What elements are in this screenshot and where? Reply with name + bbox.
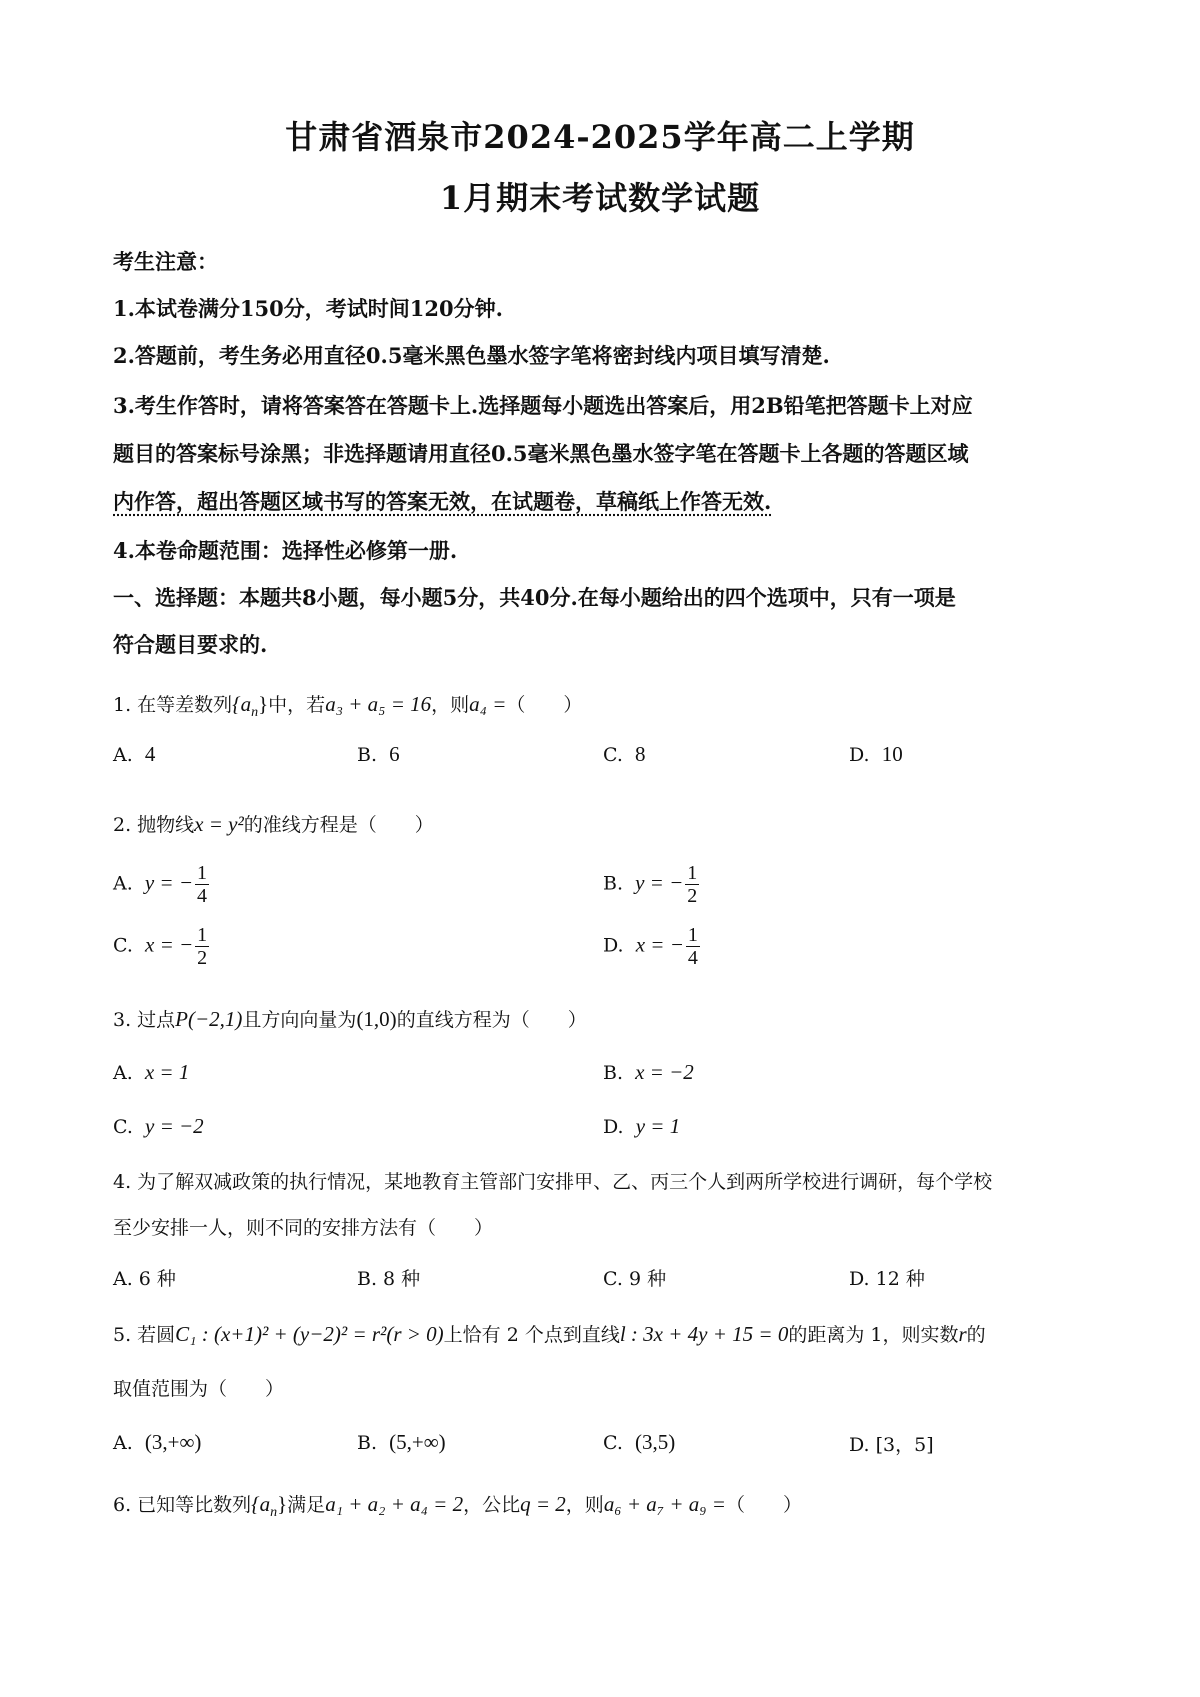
- q3-point: P(−2,1): [175, 1007, 243, 1031]
- q6-prefix: 6. 已知等比数列: [113, 1494, 252, 1516]
- q3-option-a: A. x = 1: [113, 1060, 190, 1084]
- exam-title-line-1: 甘肃省酒泉市2024-2025学年高二上学期: [285, 118, 915, 156]
- q3-option-d: D. y = 1: [603, 1114, 681, 1138]
- q1-then: ，则: [431, 694, 470, 716]
- notice-item-1: 1.本试卷满分150分，考试时间120分钟.: [113, 296, 503, 321]
- q4-option-c: C. 9 种: [603, 1268, 667, 1290]
- section-1-heading: 一、选择题：本题共8小题，每小题5分，共40分.在每小题给出的四个选项中，只有一项是: [113, 585, 956, 610]
- q2-option-b: B. y = − $\frac{1}{2}$: [603, 862, 698, 907]
- notice-item-3-line-1: 3.考生作答时，请将答案答在答题卡上.选择题每小题选出答案后，用2B铅笔把答题卡上对应: [113, 393, 973, 418]
- notice-item-3-line-2: 题目的答案标号涂黑；非选择题请用直径0.5毫米黑色墨水签字笔在答题卡上各题的答题区域: [113, 441, 969, 466]
- q3-option-c: C. y = −2: [113, 1114, 204, 1138]
- q5-prefix: 5. 若圆: [113, 1324, 176, 1346]
- question-6: [113, 1490, 1103, 1527]
- question-3: [113, 1005, 1103, 1034]
- q1-seq-sub: n: [251, 704, 259, 720]
- q1-ask: a₄ =: [469, 692, 507, 716]
- q1-prefix: 1. 在等差数列: [113, 694, 233, 716]
- q2-option-d: D. x = − $\frac{1}{4}$: [603, 924, 698, 969]
- q1-option-d: D. 10: [849, 742, 903, 766]
- q5-suffix: 的距离为 1，则实数: [788, 1324, 959, 1346]
- q1-condition: a₃ + a₅ = 16: [325, 692, 432, 716]
- q2-option-c: C. x = − $\frac{1}{2}$: [113, 924, 208, 969]
- q1-option-c: C. 8: [603, 742, 646, 766]
- q6-seq: {a: [251, 1492, 271, 1516]
- question-5-line-2: 取值范围为（ ）: [113, 1378, 285, 1400]
- q5-option-d: D. [3，5]: [849, 1434, 934, 1456]
- q6-seq-close: }: [277, 1492, 288, 1516]
- notice-item-3-line-3: 内作答，超出答题区域书写的答案无效，在试题卷，草稿纸上作答无效.: [113, 489, 772, 514]
- q1-option-b: B. 6: [357, 742, 400, 766]
- q1-mid: 中，若: [268, 694, 326, 716]
- q2-option-a: A. y = − $\frac{1}{4}$: [113, 862, 208, 907]
- question-1: [113, 690, 1103, 727]
- q1-seq: {a: [232, 692, 252, 716]
- q6-condition: a₁ + a₂ + a₄ = 2: [325, 1492, 464, 1516]
- q4-option-b: B. 8 种: [357, 1268, 421, 1290]
- q6-seq-sub: n: [270, 1504, 278, 1520]
- section-1-heading-cont: 符合题目要求的.: [113, 632, 268, 657]
- q6-paren: （ ）: [725, 1494, 802, 1516]
- notice-item-4: 4.本卷命题范围：选择性必修第一册.: [113, 538, 458, 563]
- q6-ratio: q = 2: [520, 1492, 566, 1516]
- q5-var: r: [958, 1322, 967, 1346]
- q6-ratio-prefix: ，公比: [463, 1494, 521, 1516]
- notice-item-2: 2.答题前，考生务必用直径0.5毫米黑色墨水签字笔将密封线内项目填写清楚.: [113, 343, 830, 368]
- q1-option-a: A. 4: [113, 742, 156, 766]
- exam-title-line-2: 1月期末考试数学试题: [439, 179, 761, 217]
- q5-option-b: B. (5,+∞): [357, 1430, 446, 1454]
- q3-vector: (1,0): [356, 1007, 397, 1031]
- q5-end: 的: [966, 1324, 986, 1346]
- q6-ask: a₆ + a₇ + a₉ =: [603, 1492, 726, 1516]
- q3-suffix: 的直线方程为（ ）: [396, 1009, 587, 1031]
- q1-paren: （ ）: [506, 694, 583, 716]
- q1-seq-close: }: [258, 692, 269, 716]
- question-4-line-1: 4. 为了解双减政策的执行情况，某地教育主管部门安排甲、乙、丙三个人到两所学校进行调研，每个学校: [113, 1171, 993, 1193]
- q6-mid: 满足: [287, 1494, 326, 1516]
- notice-heading: 考生注意：: [113, 249, 218, 274]
- q4-option-a: A. 6 种: [113, 1268, 176, 1290]
- q4-option-d: D. 12 种: [849, 1268, 925, 1290]
- q3-mid: 且方向向量为: [242, 1009, 357, 1031]
- q5-option-a: A. (3,+∞): [113, 1430, 202, 1454]
- q2-equation: x = y²: [194, 812, 244, 836]
- q5-circle: C₁ : (x+1)² + (y−2)² = r²(r > 0): [175, 1322, 444, 1346]
- question-4-line-2: 至少安排一人，则不同的安排方法有（ ）: [113, 1217, 494, 1239]
- q5-option-c: C. (3,5): [603, 1430, 676, 1454]
- question-5-line-1: [113, 1320, 1113, 1349]
- q6-then: ，则: [565, 1494, 604, 1516]
- question-2: [113, 810, 1103, 839]
- q2-suffix: 的准线方程是（ ）: [243, 814, 434, 836]
- q5-mid: 上恰有 2 个点到直线: [443, 1324, 620, 1346]
- q2-prefix: 2. 抛物线: [113, 814, 195, 836]
- q3-prefix: 3. 过点: [113, 1009, 176, 1031]
- q5-line: l : 3x + 4y + 15 = 0: [619, 1322, 789, 1346]
- q3-option-b: B. x = −2: [603, 1060, 694, 1084]
